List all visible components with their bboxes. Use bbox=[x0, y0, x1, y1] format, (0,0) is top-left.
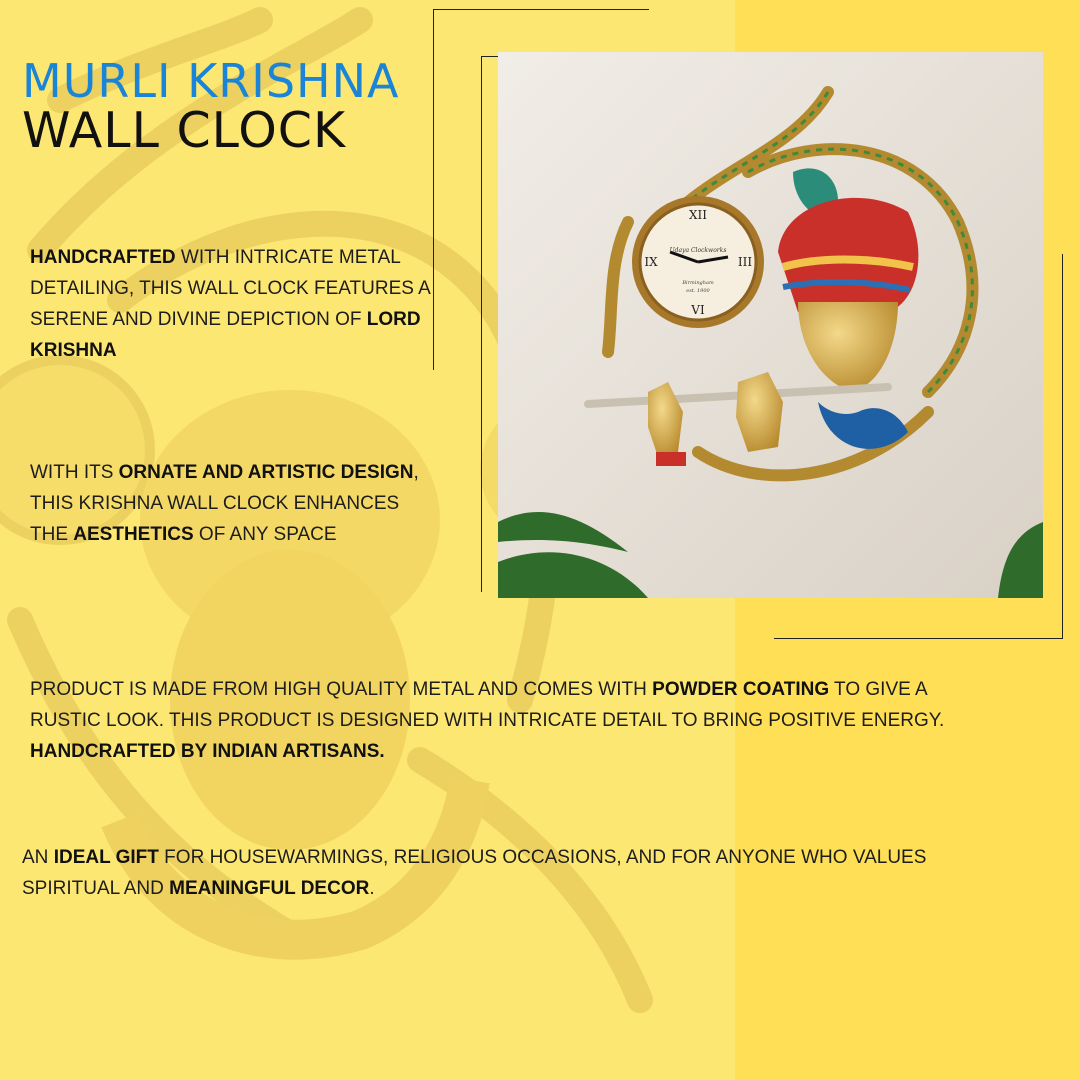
svg-text:XII: XII bbox=[688, 208, 708, 222]
bold-text: ORNATE AND ARTISTIC DESIGN bbox=[118, 462, 414, 483]
product-photo bbox=[498, 52, 1043, 598]
paragraph-text: TO GIVE A RUSTIC LOOK. THIS PRODUCT IS DESIGNED WITH INTRICATE DETAIL TO BRING POSITIVE ENERGY. bbox=[30, 679, 945, 731]
bold-text: HANDCRAFTED BY INDIAN ARTISANS. bbox=[30, 741, 385, 762]
frame-line-left-vertical bbox=[433, 9, 434, 370]
description-paragraph-2 bbox=[30, 457, 430, 550]
paragraph-text: PRODUCT IS MADE FROM HIGH QUALITY METAL AND COMES WITH bbox=[30, 679, 653, 700]
description-paragraph-3 bbox=[30, 674, 965, 767]
bold-text: AESTHETICS bbox=[73, 524, 194, 545]
bold-text: MEANINGFUL DECOR bbox=[169, 878, 370, 899]
paragraph-text: OF ANY SPACE bbox=[193, 524, 337, 545]
title-line-1: MURLI KRISHNA bbox=[22, 54, 400, 108]
paragraph-text: , THIS KRISHNA WALL CLOCK ENHANCES THE bbox=[30, 462, 419, 545]
paragraph-text: AN bbox=[22, 847, 54, 868]
frame-line-right-vertical bbox=[1062, 254, 1063, 639]
svg-text:IX: IX bbox=[644, 255, 658, 269]
paragraph-text: FOR HOUSEWARMINGS, RELIGIOUS OCCASIONS, AND FOR ANYONE WHO VALUES SPIRITUAL AND bbox=[22, 847, 927, 899]
svg-text:VI: VI bbox=[691, 303, 705, 317]
title-line-2: WALL CLOCK bbox=[22, 102, 347, 159]
bold-text: LORD KRISHNA bbox=[30, 309, 421, 361]
clock-city-text: Birmingham bbox=[682, 280, 714, 286]
bold-text: POWDER COATING bbox=[652, 679, 830, 700]
bold-text: IDEAL GIFT bbox=[53, 847, 159, 868]
clock-est-text: est. 1900 bbox=[686, 288, 710, 294]
description-paragraph-4 bbox=[22, 842, 957, 904]
paragraph-text: WITH INTRICATE METAL DETAILING, THIS WALL CLOCK FEATURES A SERENE AND DIVINE DEPICTION OF bbox=[30, 247, 430, 330]
frame-line-bottom bbox=[774, 638, 1063, 639]
description-paragraph-1 bbox=[30, 242, 430, 366]
paragraph-text: . bbox=[369, 878, 375, 899]
svg-text:III: III bbox=[737, 255, 753, 269]
bold-text: HANDCRAFTED bbox=[30, 247, 176, 268]
clock-brand-text: Udaya Clockworks bbox=[669, 247, 727, 254]
frame-line-top bbox=[433, 9, 649, 10]
krishna-wall-clock-image bbox=[498, 52, 1043, 598]
paragraph-text: WITH ITS bbox=[30, 462, 119, 483]
photo-frame-left bbox=[481, 56, 482, 592]
